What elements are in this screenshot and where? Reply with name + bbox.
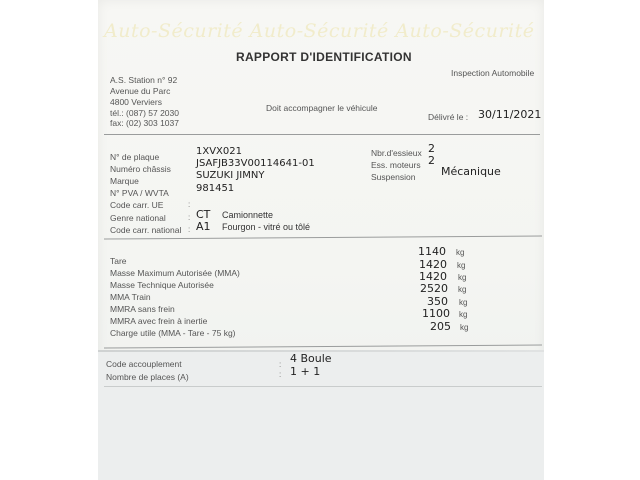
mass-value: 2520 <box>420 282 448 295</box>
ident-code: CT <box>196 208 211 221</box>
inspection-label: Inspection Automobile <box>451 68 535 78</box>
ident-label: N° PVA / WVTA <box>110 188 169 198</box>
ident-label: Code carr. UE <box>110 200 164 210</box>
ident-label: Numéro châssis <box>110 164 171 174</box>
mass-unit: kg <box>460 323 469 332</box>
mass-unit: kg <box>459 310 468 319</box>
coupling-value: 4 Boule <box>290 352 332 365</box>
ident-label: Genre national <box>110 213 166 223</box>
ident-right-value: 2 <box>428 142 435 155</box>
station-line: Avenue du Parc <box>110 86 171 96</box>
accompany-note: Doit accompagner le véhicule <box>266 103 378 113</box>
colon: : <box>279 370 282 379</box>
colon: : <box>188 225 191 234</box>
ident-value: Fourgon - vitré ou tôlé <box>222 222 311 232</box>
mass-label: MMRA avec frein à inertie <box>110 316 208 326</box>
mass-label: Masse Maximum Autorisée (MMA) <box>110 268 240 278</box>
ident-value: 1XVX021 <box>196 146 242 157</box>
ident-value: Camionnette <box>222 210 274 220</box>
ident-right-value: 2 <box>428 154 435 167</box>
seats-value: 1 + 1 <box>290 365 321 378</box>
ident-code: A1 <box>196 220 211 233</box>
mass-value: 350 <box>427 295 448 308</box>
station-line: tél.: (087) 57 2030 <box>110 108 179 118</box>
page-title: RAPPORT D'IDENTIFICATION <box>236 50 412 64</box>
mass-label: Tare <box>110 256 127 266</box>
colon: : <box>188 213 191 222</box>
divider <box>104 386 542 387</box>
mass-unit: kg <box>456 248 465 257</box>
delivered-date: 30/11/2021 <box>478 108 542 121</box>
colon: : <box>279 360 282 369</box>
mass-value: 1100 <box>422 307 450 320</box>
watermark: Auto-Sécurité Auto-Sécurité Auto-Sécurité <box>104 20 535 42</box>
mass-unit: kg <box>458 285 467 294</box>
station-line: A.S. Station n° 92 <box>110 75 178 85</box>
mass-label: MMA Train <box>110 292 151 302</box>
ident-right-value: Mécanique <box>441 165 501 178</box>
seats-label: Nombre de places (A) <box>106 372 189 382</box>
divider <box>104 134 540 135</box>
delivered-label: Délivré le : <box>428 112 469 122</box>
mass-value: 1420 <box>419 258 447 271</box>
mass-unit: kg <box>457 261 466 270</box>
coupling-label: Code accouplement <box>106 359 182 369</box>
mass-value: 205 <box>430 320 451 333</box>
ident-label: Code carr. national <box>110 225 182 235</box>
mass-label: Charge utile (MMA - Tare - 75 kg) <box>110 328 236 338</box>
colon: : <box>188 200 191 209</box>
ident-value: JSAFJB33V00114641-01 <box>196 158 315 169</box>
mass-value: 1420 <box>419 270 447 283</box>
ident-right-label: Suspension <box>371 172 416 182</box>
station-line: fax: (02) 303 1037 <box>110 118 179 128</box>
mass-label: Masse Technique Autorisée <box>110 280 214 290</box>
ident-label: N° de plaque <box>110 152 160 162</box>
ident-label: Marque <box>110 176 139 186</box>
station-line: 4800 Verviers <box>110 97 162 107</box>
ident-right-label: Nbr.d'essieux <box>371 148 422 158</box>
mass-unit: kg <box>459 298 468 307</box>
mass-label: MMRA sans frein <box>110 304 175 314</box>
ident-right-label: Ess. moteurs <box>371 160 421 170</box>
ident-value: 981451 <box>196 183 235 194</box>
ident-value: SUZUKI JIMNY <box>196 170 265 181</box>
mass-unit: kg <box>458 273 467 282</box>
mass-value: 1140 <box>418 245 446 258</box>
